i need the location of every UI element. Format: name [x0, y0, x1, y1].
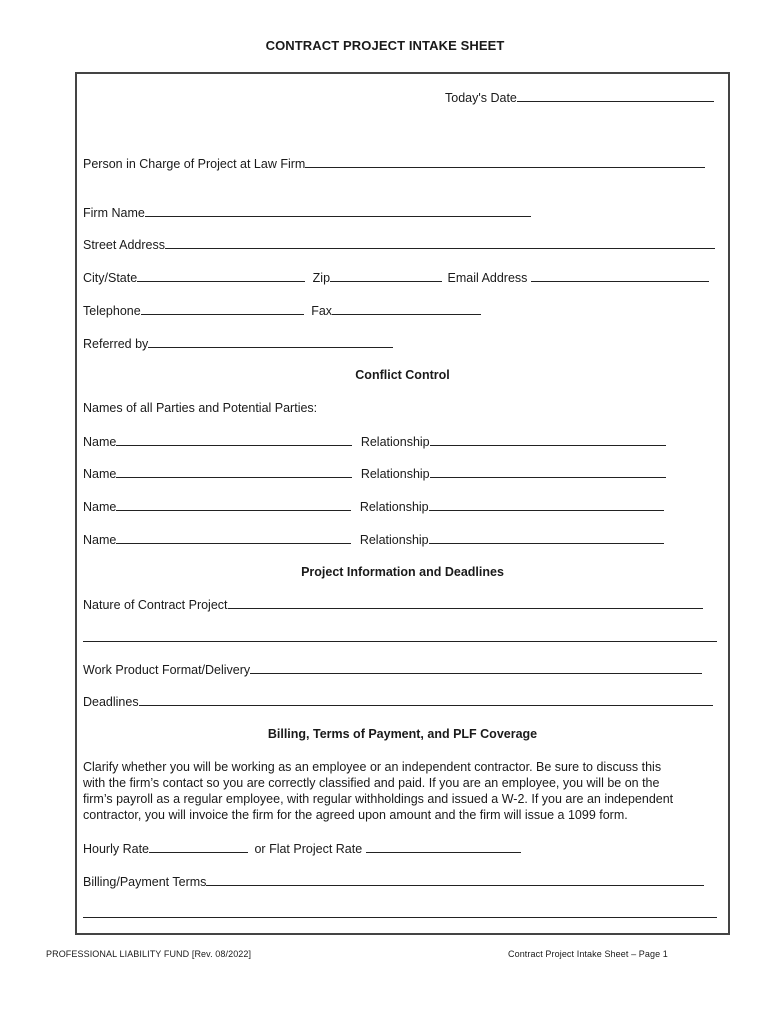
telephone-field[interactable]: [141, 303, 304, 315]
relationship-field-3[interactable]: [429, 499, 664, 511]
todays-date-label: Today's Date: [445, 91, 517, 105]
city-state-field[interactable]: [137, 270, 305, 282]
party-name-label: Name: [83, 435, 117, 449]
person-in-charge-label: Person in Charge of Project at Law Firm: [83, 157, 306, 171]
parties-intro: Names of all Parties and Potential Parties:: [83, 401, 318, 415]
billing-terms-field[interactable]: [206, 874, 704, 886]
flat-rate-field[interactable]: [366, 841, 521, 853]
firm-name-field[interactable]: [145, 205, 531, 217]
format-field[interactable]: [250, 662, 702, 674]
party-row-2: [83, 466, 666, 482]
city-state-label: City/State: [83, 271, 138, 285]
relationship-label: Relationship: [360, 467, 430, 481]
referred-by-field[interactable]: [148, 336, 393, 348]
nature-label: Nature of Contract Project: [83, 598, 228, 612]
referred-by-row: [83, 336, 393, 352]
telephone-label: Telephone: [83, 304, 141, 318]
telephone-fax-row: [83, 303, 481, 319]
party-name-label: Name: [83, 467, 117, 481]
zip-label: Zip: [312, 271, 331, 285]
fax-label: Fax: [311, 304, 333, 318]
todays-date-row: [445, 90, 714, 106]
party-name-label: Name: [83, 533, 117, 547]
person-in-charge-row: [83, 156, 705, 172]
billing-paragraph: [83, 759, 727, 823]
party-row-4: [83, 532, 664, 548]
billing-paragraph-line: contractor, you will invoice the firm for the agreed upon amount and the firm will issue a 1099 form.: [83, 808, 628, 822]
hourly-rate-label: Hourly Rate: [83, 842, 149, 856]
flat-rate-label: or Flat Project Rate: [254, 842, 363, 856]
nature-field[interactable]: [228, 597, 703, 609]
person-in-charge-field[interactable]: [305, 156, 705, 168]
footer-left: PROFESSIONAL LIABILITY FUND [Rev. 08/2022]: [46, 949, 252, 959]
fax-field[interactable]: [332, 303, 481, 315]
relationship-field-4[interactable]: [429, 532, 664, 544]
deadlines-row: [83, 694, 713, 710]
party-name-field-1[interactable]: [116, 434, 352, 446]
billing-paragraph-line: Clarify whether you will be working as an employee or an independent contractor. Be sure to discuss this: [83, 760, 662, 774]
party-name-field-3[interactable]: [116, 499, 351, 511]
street-address-label: Street Address: [83, 238, 165, 252]
hourly-rate-field[interactable]: [149, 841, 248, 853]
email-label: Email Address: [447, 271, 528, 285]
project-info-heading: Project Information and Deadlines: [301, 565, 504, 579]
nature-field-continuation[interactable]: [83, 641, 717, 642]
firm-name-row: [83, 205, 531, 221]
relationship-label: Relationship: [359, 500, 429, 514]
format-label: Work Product Format/Delivery: [83, 663, 251, 677]
relationship-field-1[interactable]: [430, 434, 666, 446]
billing-terms-continuation[interactable]: [83, 917, 717, 918]
billing-terms-label: Billing/Payment Terms: [83, 875, 207, 889]
relationship-field-2[interactable]: [430, 466, 666, 478]
footer-right: Contract Project Intake Sheet – Page 1: [508, 949, 668, 959]
todays-date-field[interactable]: [517, 90, 714, 102]
street-address-row: [83, 237, 715, 253]
party-name-label: Name: [83, 500, 117, 514]
deadlines-label: Deadlines: [83, 695, 139, 709]
party-row-1: [83, 434, 666, 450]
referred-by-label: Referred by: [83, 337, 149, 351]
conflict-control-heading: Conflict Control: [355, 368, 450, 382]
firm-name-label: Firm Name: [83, 206, 145, 220]
email-field[interactable]: [531, 270, 709, 282]
deadlines-field[interactable]: [139, 694, 713, 706]
party-name-field-2[interactable]: [116, 466, 352, 478]
billing-paragraph-line: with the firm’s contact so you are correctly classified and paid. If you are an employee, you will be on the: [83, 776, 660, 790]
relationship-label: Relationship: [359, 533, 429, 547]
zip-field[interactable]: [330, 270, 442, 282]
party-row-3: [83, 499, 664, 515]
format-row: [83, 662, 702, 678]
billing-paragraph-line: firm’s payroll as a regular employee, with regular withholdings and issued a W-2. If you are an independent: [83, 792, 674, 806]
street-address-field[interactable]: [165, 237, 715, 249]
billing-heading: Billing, Terms of Payment, and PLF Coverage: [267, 727, 538, 741]
party-name-field-4[interactable]: [116, 532, 351, 544]
billing-terms-row: [83, 874, 704, 890]
relationship-label: Relationship: [360, 435, 430, 449]
page-title: CONTRACT PROJECT INTAKE SHEET: [265, 38, 505, 53]
rate-row: [83, 841, 521, 857]
city-zip-email-row: [83, 270, 709, 286]
nature-row: [83, 597, 703, 613]
